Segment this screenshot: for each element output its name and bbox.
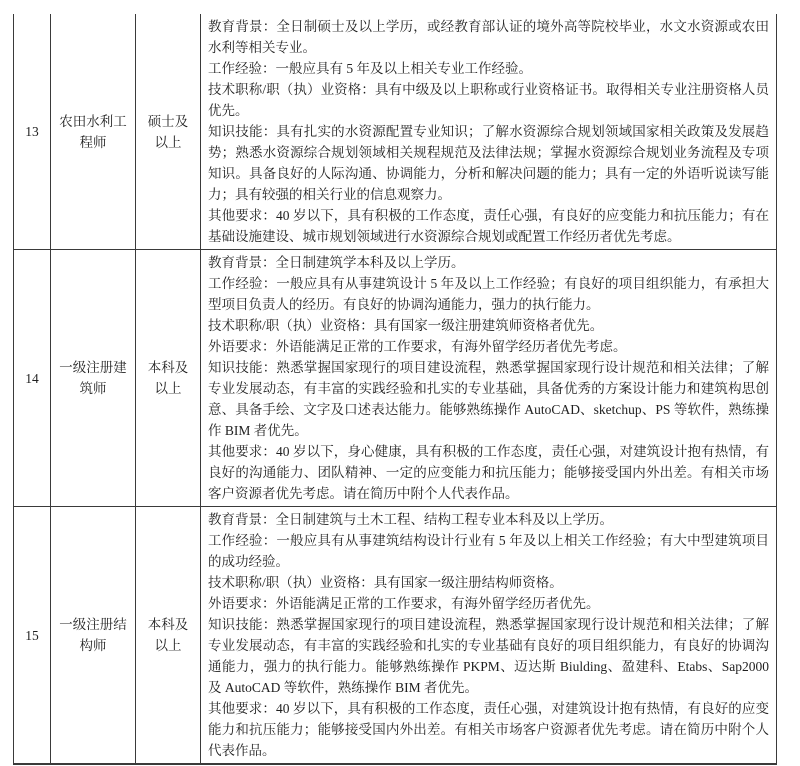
req-professional-qualification: 技术职称/职（执）业资格：具有中级及以上职称或行业资格证书。取得相关专业注册资格人员优先。 xyxy=(208,82,769,118)
row-number-cell xyxy=(14,250,51,507)
row-number: 13 xyxy=(25,124,39,139)
req-work-experience: 工作经验：一般应具有 5 年及以上相关专业工作经验。 xyxy=(208,61,532,76)
requirements-cell xyxy=(201,507,777,765)
req-work-experience: 工作经验：一般应具有从事建筑结构设计行业有 5 年及以上相关工作经验；有大中型建筑项目的成功经验。 xyxy=(208,533,769,569)
row-number-cell xyxy=(14,14,51,250)
row-number-cell xyxy=(14,507,51,765)
job-title-cell xyxy=(51,250,136,507)
job-title: 农田水利工程师 xyxy=(59,113,127,150)
req-other-requirements: 其他要求：40 岁以下，身心健康，具有积极的工作态度，责任心强，对建筑设计抱有热情，有良好的沟通能力、团队精神、一定的应变能力和抗压能力；能够接受国内外出差。有相关市场客户资源者优先考虑。请在简历中附个人代表作品。 xyxy=(208,444,769,501)
req-knowledge-skills: 知识技能：具有扎实的水资源配置专业知识；了解水资源综合规划领域国家相关政策及发展趋势；熟悉水资源综合规划领域相关规程规范及法律法规；掌握水资源综合规划业务流程及专项知识。具备良好的人际沟通、协调能力，分析和解决问题的能力；具有一定的外语听说读写能力；具有较强的相关行业的信息观察力。 xyxy=(208,124,769,202)
education-cell xyxy=(136,14,201,250)
education-cell xyxy=(136,250,201,507)
table-row xyxy=(14,14,777,250)
req-professional-qualification: 技术职称/职（执）业资格：具有国家一级注册结构师资格。 xyxy=(208,575,563,590)
req-education-background: 教育背景：全日制硕士及以上学历，或经教育部认证的境外高等院校毕业，水文水资源或农田水利等相关专业。 xyxy=(208,19,769,55)
req-other-requirements: 其他要求：40 岁以下，具有积极的工作态度，责任心强，有良好的应变能力和抗压能力；有在基础设施建设、城市规划领域进行水资源综合规划或配置工作经历者优先考虑。 xyxy=(208,208,769,244)
job-title-cell xyxy=(51,14,136,250)
req-other-requirements: 其他要求：40 岁以下，具有积极的工作态度，责任心强，对建筑设计抱有热情，有良好的应变能力和抗压能力；能够接受国内外出差。有相关市场客户资源者优先考虑。请在简历中附个人代表作品。 xyxy=(208,701,769,758)
req-foreign-language: 外语要求：外语能满足正常的工作要求，有海外留学经历者优先。 xyxy=(208,596,600,611)
requirements-cell xyxy=(201,250,777,507)
job-title: 一级注册建筑师 xyxy=(59,360,127,396)
requirements-table xyxy=(13,14,777,765)
education-requirement: 本科及以上 xyxy=(147,617,189,653)
req-work-experience: 工作经验：一般应具有从事建筑设计 5 年及以上工作经验；有良好的项目组织能力，有承担大型项目负责人的经历。有良好的协调沟通能力，强力的执行能力。 xyxy=(208,276,769,312)
table-row xyxy=(14,507,777,765)
education-cell xyxy=(136,507,201,765)
job-title-cell xyxy=(51,507,136,765)
req-knowledge-skills: 知识技能：熟悉掌握国家现行的项目建设流程，熟悉掌握国家现行设计规范和相关法律；了解专业发展动态，有丰富的实践经验和扎实的专业基础有良好的项目组织能力，有良好的协调沟通能力，强力的执行能力。能够熟练操作 PKPM、迈达斯 Biulding、盈建科、Etabs、Sap2000 及 AutoCAD 等软件，熟练操作 BIM 者优先。 xyxy=(208,617,769,695)
req-education-background: 教育背景：全日制建筑学本科及以上学历。 xyxy=(208,255,465,270)
req-knowledge-skills: 知识技能：熟悉掌握国家现行的项目建设流程，熟悉掌握国家现行设计规范和相关法律；了解专业发展动态，有丰富的实践经验和扎实的专业基础，具备优秀的方案设计能力和建筑构思创意、具备手绘、文字及口述表达能力。能够熟练操作 AutoCAD、sketchup、PS 等软件，熟练操作 BIM 者优先。 xyxy=(208,360,769,438)
table-row xyxy=(14,250,777,507)
req-education-background: 教育背景：全日制建筑与土木工程、结构工程专业本科及以上学历。 xyxy=(208,512,613,527)
requirements-cell xyxy=(201,14,777,250)
row-number: 14 xyxy=(25,370,39,386)
education-requirement: 本科及以上 xyxy=(147,360,189,396)
education-requirement: 硕士及以上 xyxy=(147,113,189,150)
req-foreign-language: 外语要求：外语能满足正常的工作要求，有海外留学经历者优先考虑。 xyxy=(208,339,627,354)
job-title: 一级注册结构师 xyxy=(59,617,127,653)
req-professional-qualification: 技术职称/职（执）业资格：具有国家一级注册建筑师资格者优先。 xyxy=(208,318,604,333)
row-number: 15 xyxy=(25,627,39,643)
